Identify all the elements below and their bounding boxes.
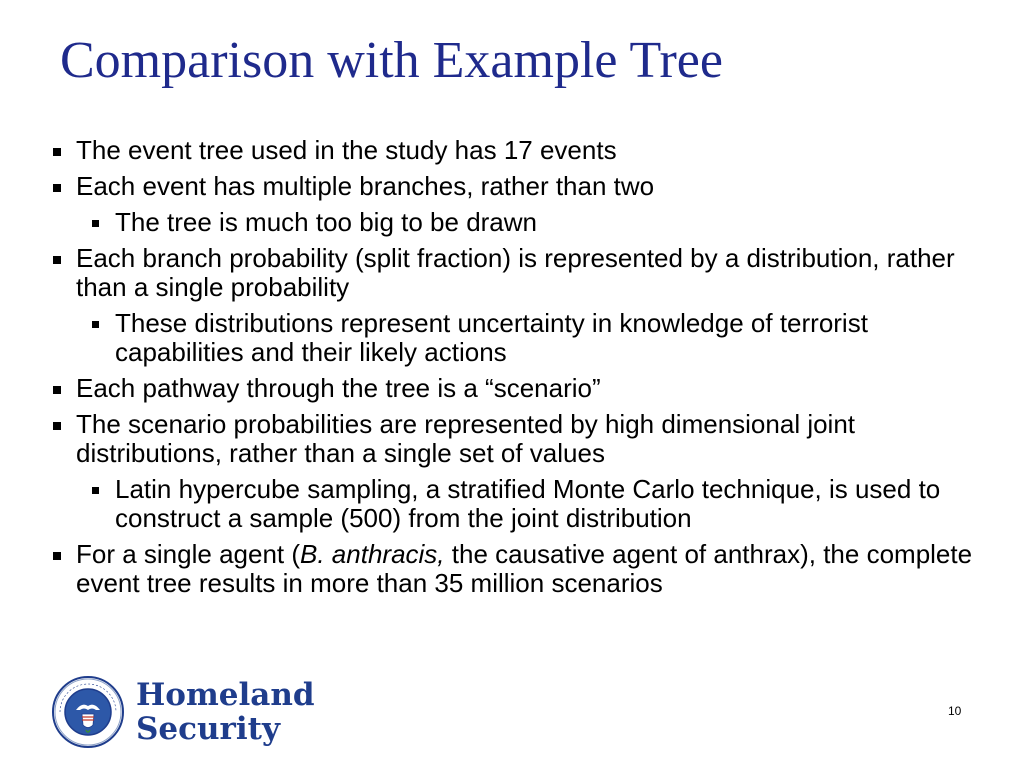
bullet-text: The event tree used in the study has 17 events (76, 135, 617, 165)
square-bullet-icon (92, 321, 99, 328)
bullet-text: The tree is much too big to be drawn (115, 207, 538, 237)
page-number: 10 (948, 704, 962, 718)
slide-title: Comparison with Example Tree (60, 32, 723, 89)
bullet-text: These distributions represent uncertainty in knowledge of terrorist capabilities and their likely actions (115, 308, 868, 367)
bullet-text: Each pathway through the tree is a “scenario” (76, 373, 601, 403)
bullet-text: The scenario probabilities are represented by high dimensional joint distributions, rather than a single set of values (76, 409, 856, 468)
bullet-text-part: For a single agent ( (76, 539, 301, 569)
sub-bullet-item (0, 309, 1000, 367)
logo-line-2: Security (136, 711, 280, 747)
bullet-text: Each event has multiple branches, rather than two (76, 171, 655, 201)
sub-bullet-item (0, 475, 1000, 533)
dhs-seal-icon (52, 676, 124, 748)
bullet-item (0, 374, 1000, 403)
square-bullet-icon (92, 487, 99, 494)
square-bullet-icon (92, 220, 99, 227)
bullet-item (0, 172, 1000, 201)
bullet-item (0, 540, 1000, 598)
bullet-item (0, 136, 1000, 165)
dhs-logo (52, 676, 315, 756)
square-bullet-icon (53, 422, 61, 430)
logo-wordmark (136, 678, 315, 746)
logo-line-1: Homeland (136, 677, 315, 713)
square-bullet-icon (53, 184, 61, 192)
bullet-text-italic: B. anthracis, (300, 539, 445, 569)
bullet-item (0, 410, 1000, 468)
square-bullet-icon (53, 148, 61, 156)
bullet-text: Each branch probability (split fraction) is represented by a distribution, rather than a single probability (76, 243, 955, 302)
sub-bullet-item (0, 208, 1000, 237)
square-bullet-icon (53, 256, 61, 264)
bullet-item (0, 244, 1000, 302)
bullet-text-part: the causative agent of anthrax), the complete event tree results in more than 35 million scenarios (76, 539, 973, 598)
bullet-list (0, 136, 1000, 605)
square-bullet-icon (53, 552, 61, 560)
bullet-text: Latin hypercube sampling, a stratified Monte Carlo technique, is used to construct a sample (500) from the joint distribution (115, 474, 941, 533)
square-bullet-icon (53, 386, 61, 394)
